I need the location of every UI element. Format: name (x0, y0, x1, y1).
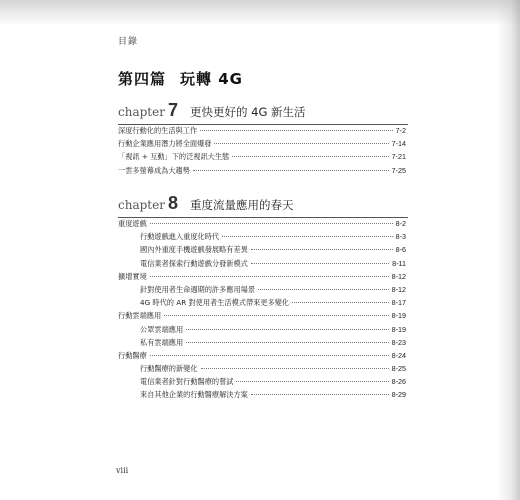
toc-leader-dots (164, 315, 388, 316)
toc-entry-title: 行動雲端應用 (118, 311, 162, 321)
toc-entry-title: 行動遊戲進入重度化時代 (140, 232, 220, 242)
toc-page-number: 8-19 (391, 324, 406, 334)
toc-subentry[interactable] (118, 257, 406, 270)
toc-entry-title: 行動醫療 (118, 350, 147, 360)
toc-entry-title: 私有雲端應用 (140, 337, 184, 347)
toc-entry[interactable] (118, 349, 406, 362)
toc-subentry[interactable] (118, 230, 406, 243)
toc-leader-dots (236, 381, 388, 382)
chapter-number: 8 (167, 193, 178, 213)
toc-entry-title: 一雲多螢幕成為大趨勢 (118, 165, 190, 175)
toc-chapter-8 (118, 217, 406, 402)
toc-entry-title: 公眾雲端應用 (140, 324, 184, 334)
toc-leader-dots (292, 302, 389, 303)
page-spine-shadow (496, 0, 520, 500)
toc-entry-title: 深度行動化的生活與工作 (118, 126, 198, 135)
toc-entry-title: 4G 時代的 AR 對使用者生活模式帶來更多變化 (140, 298, 290, 308)
toc-entry-title: 電信業者針對行動醫療的嘗試 (140, 377, 234, 387)
chapter-number: 7 (167, 100, 178, 120)
part-title (118, 68, 243, 89)
toc-leader-dots (251, 249, 393, 250)
toc-leader-dots (232, 156, 388, 157)
chapter-label: chapter (118, 198, 165, 212)
toc-page-number: 8-19 (391, 311, 406, 321)
page-top-shadow (0, 0, 520, 26)
toc-subentry[interactable] (118, 323, 406, 336)
toc-entry-title: 行動醫療的新變化 (140, 364, 198, 374)
toc-page-number: 8-6 (395, 245, 406, 255)
toc-entry[interactable] (118, 217, 406, 230)
running-head: 目錄 (118, 37, 139, 47)
toc-entry[interactable] (118, 150, 406, 163)
toc-page-number: 8-11 (392, 258, 406, 268)
toc-entry-title: 針對使用者生命週期的許多應用場景 (140, 284, 256, 294)
toc-subentry[interactable] (118, 296, 406, 309)
toc-subentry[interactable] (118, 283, 406, 296)
chapter-title: 重度流量應用的春天 (189, 198, 294, 212)
toc-subentry[interactable] (118, 375, 406, 388)
toc-leader-dots (201, 368, 389, 369)
toc-leader-dots (186, 329, 388, 330)
toc-page-number: 8-17 (391, 298, 406, 308)
toc-page-number: 7-21 (391, 152, 406, 162)
toc-page-number: 8-25 (391, 364, 406, 374)
toc-entry[interactable] (118, 164, 406, 177)
toc-page-number: 8-2 (395, 219, 406, 228)
toc-leader-dots (150, 276, 389, 277)
toc-entry-title: 行動企業應用潛力將全面爆發 (118, 139, 212, 149)
toc-subentry[interactable] (118, 243, 406, 256)
toc-leader-dots (150, 223, 393, 224)
toc-page-number: 8-12 (391, 284, 406, 294)
toc-entry[interactable] (118, 270, 406, 283)
part-name: 玩轉 4G (180, 70, 243, 88)
chapter-title: 更快更好的 4G 新生活 (189, 105, 306, 119)
toc-leader-dots (258, 289, 389, 290)
toc-page-number: 8-24 (391, 350, 406, 360)
toc-page-number: 8-26 (391, 377, 406, 387)
toc-entry-title: 重度遊戲 (118, 219, 147, 228)
toc-entry-title: 「視訊 + 互動」下的泛視訊大生態 (118, 152, 230, 162)
toc-leader-dots (251, 394, 389, 395)
toc-subentry[interactable] (118, 362, 406, 375)
toc-entry[interactable] (118, 309, 406, 322)
toc-page-number: 8-29 (391, 390, 406, 400)
toc-page-number: 7-2 (395, 126, 406, 135)
toc-subentry[interactable] (118, 336, 406, 349)
toc-page-number: 8-3 (395, 232, 406, 242)
toc-page-number: 7-14 (391, 139, 406, 149)
toc-page-number: 8-23 (391, 337, 406, 347)
page-number-folio: viii (116, 466, 129, 475)
toc-leader-dots (150, 355, 389, 356)
part-number: 第四篇 (118, 70, 167, 88)
toc-entry-title: 來自其他企業的行動醫療解決方案 (140, 390, 248, 400)
toc-entry-title: 國內外重度手機遊戲發展略有差異 (140, 245, 248, 255)
toc-subentry[interactable] (118, 388, 406, 401)
toc-leader-dots (200, 130, 393, 131)
toc-leader-dots (222, 236, 393, 237)
toc-entry-title: 電信業者探索行動遊戲分發新模式 (140, 258, 248, 268)
chapter-heading-8 (118, 193, 408, 218)
chapter-heading-7 (118, 100, 408, 125)
toc-page-number: 7-25 (391, 165, 406, 175)
toc-leader-dots (251, 263, 389, 264)
toc-entry[interactable] (118, 124, 406, 137)
toc-chapter-7 (118, 124, 406, 177)
toc-page-number: 8-12 (391, 271, 406, 281)
toc-entry-title: 擴增實境 (118, 271, 147, 281)
toc-leader-dots (214, 143, 388, 144)
toc-leader-dots (186, 342, 388, 343)
toc-entry[interactable] (118, 137, 406, 150)
chapter-label: chapter (118, 105, 165, 119)
toc-leader-dots (193, 170, 389, 171)
